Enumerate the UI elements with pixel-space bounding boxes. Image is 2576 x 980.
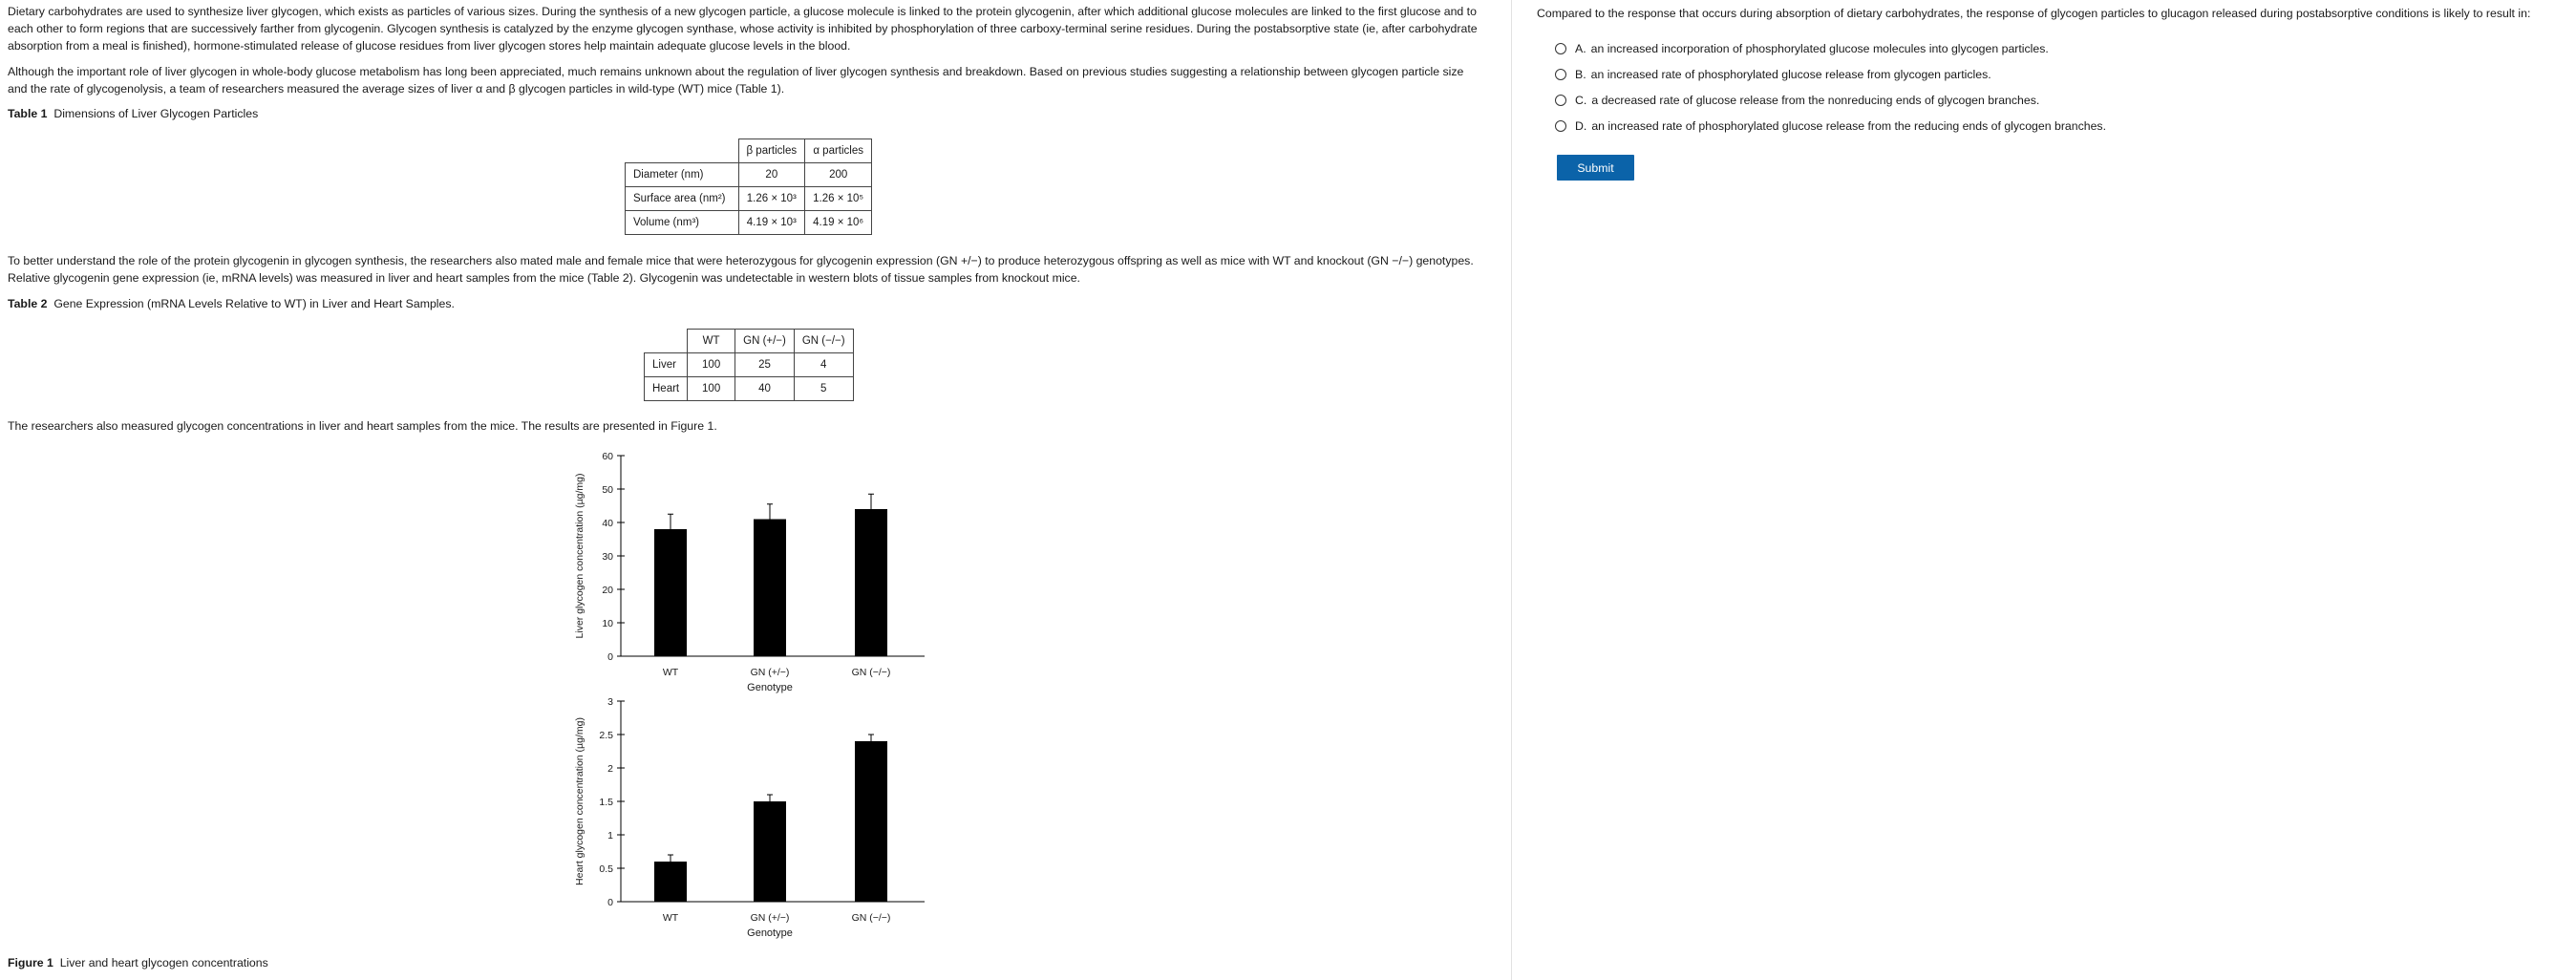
passage-paragraph-4: The researchers also measured glycogen concentrations in liver and heart samples from the mice. The results are presented in Figure 1.: [8, 419, 717, 433]
choice-text: an increased rate of phosphorylated glucose release from glycogen particles.: [1590, 68, 1991, 81]
figure1-title: Liver and heart glycogen concentrations: [59, 956, 268, 969]
table-corner: [626, 139, 739, 163]
table-cell: 100: [688, 377, 735, 401]
y-tick-label: 2: [607, 763, 613, 775]
y-tick-label: 40: [602, 518, 613, 529]
table-row: [626, 211, 872, 235]
radio-button-icon[interactable]: [1555, 69, 1566, 80]
table-cell: 100: [688, 353, 735, 377]
table-header: GN (−/−): [794, 330, 853, 353]
passage-paragraph-1: Dietary carbohydrates are used to synthesize liver glycogen, which exists as particles of various sizes. During the synthesis of a new glycogen particle, a glucose molecule is linked to the protein glycogenin, after which additional glucose molecules are linked to the first glucose and to each other to form regions that are successively farther from glycogenin. Glycogen synthesis is catalyzed by the enzyme glycogen synthase, whose activity is inhibited by phosphorylation of three carboxy-terminal serine residues. During the postabsorptive state (ie, after carbohydrate absorption from a meal is finished), hormone-stimulated release of glucose residues from liver glycogen stores help maintain adequate glucose levels in the blood.: [8, 5, 1478, 53]
table-header-row: [645, 330, 854, 353]
answer-choice-c[interactable]: [1555, 92, 2039, 109]
table-row-label: Heart: [645, 377, 688, 401]
x-axis-title: Genotype: [747, 927, 793, 939]
table2-title: Gene Expression (mRNA Levels Relative to WT) in Liver and Heart Samples.: [53, 297, 455, 310]
radio-button-icon[interactable]: [1555, 43, 1566, 54]
liver-glycogen-chart: [564, 444, 965, 697]
table-header: α particles: [805, 139, 872, 163]
table-cell: 20: [738, 163, 805, 187]
y-axis-title: Liver glycogen concentration (µg/mg): [574, 473, 585, 639]
table-header-row: [626, 139, 872, 163]
choice-text: a decreased rate of glucose release from the nonreducing ends of glycogen branches.: [1591, 94, 2040, 107]
radio-button-icon[interactable]: [1555, 95, 1566, 106]
passage-paragraph-3: To better understand the role of the protein glycogenin in glycogen synthesis, the researchers also mated male and female mice that were heterozygous for glycogenin expression (GN +/−) to produce heterozygous offspring as well as mice with WT and knockout (GN −/−) genotypes. Relative glycogenin gene expression (ie, mRNA levels) was measured in liver and heart samples from the mice (Table 2). Glycogenin was undetectable in western blots of tissue samples from knockout mice.: [8, 254, 1474, 285]
table-cell: 1.26 × 10⁵: [805, 187, 872, 211]
x-tick-label: GN (−/−): [851, 667, 891, 678]
y-axis-title: Heart glycogen concentration (µg/mg): [574, 717, 585, 885]
answer-choice-a[interactable]: [1555, 40, 2049, 57]
bar: [855, 509, 887, 656]
bar: [855, 741, 887, 902]
table-cell: 1.26 × 10³: [738, 187, 805, 211]
choice-text: an increased rate of phosphorylated glucose release from the reducing ends of glycogen branches.: [1591, 119, 2106, 133]
table-cell: 25: [735, 353, 795, 377]
y-tick-label: 10: [602, 618, 613, 629]
y-tick-label: 0: [607, 651, 613, 663]
table-row: [626, 187, 872, 211]
table2-caption: [8, 295, 455, 312]
y-tick-label: 1: [607, 830, 613, 842]
table2: [644, 329, 854, 401]
table-row-label: Liver: [645, 353, 688, 377]
table-cell: 4.19 × 10⁶: [805, 211, 872, 235]
choice-letter: A.: [1575, 42, 1586, 55]
y-tick-label: 60: [602, 451, 613, 462]
answer-choice-b[interactable]: [1555, 66, 1991, 83]
table1-caption: [8, 105, 258, 122]
y-tick-label: 30: [602, 551, 613, 563]
y-tick-label: 1.5: [599, 797, 613, 808]
radio-button-icon[interactable]: [1555, 120, 1566, 132]
submit-button[interactable]: Submit: [1557, 155, 1634, 181]
bar: [754, 801, 786, 902]
table-row-label: Volume (nm³): [626, 211, 739, 235]
y-tick-label: 3: [607, 696, 613, 708]
table-cell: 200: [805, 163, 872, 187]
x-tick-label: WT: [662, 912, 679, 924]
table-cell: 4: [794, 353, 853, 377]
heart-glycogen-chart: [564, 690, 965, 943]
answer-choice-d[interactable]: [1555, 117, 2106, 135]
table-row-label: Surface area (nm²): [626, 187, 739, 211]
x-tick-label: WT: [662, 667, 679, 678]
choice-letter: D.: [1575, 119, 1587, 133]
bar: [654, 862, 687, 902]
y-tick-label: 0: [607, 897, 613, 908]
table1-label: Table 1: [8, 107, 48, 120]
table-corner: [645, 330, 688, 353]
x-tick-label: GN (+/−): [750, 667, 790, 678]
y-tick-label: 50: [602, 484, 613, 496]
table-row-label: Diameter (nm): [626, 163, 739, 187]
table-header: β particles: [738, 139, 805, 163]
question-stem: Compared to the response that occurs during absorption of dietary carbohydrates, the response of glycogen particles to glucagon released during postabsorptive conditions is likely to result in:: [1537, 7, 2531, 20]
bar: [754, 520, 786, 657]
table-row: [645, 377, 854, 401]
y-tick-label: 2.5: [599, 730, 613, 741]
bar: [654, 529, 687, 656]
table-row: [626, 163, 872, 187]
table-cell: 40: [735, 377, 795, 401]
table-row: [645, 353, 854, 377]
figure1-label: Figure 1: [8, 956, 53, 969]
choice-text: an increased incorporation of phosphorylated glucose molecules into glycogen particles.: [1590, 42, 2049, 55]
table1: [625, 138, 872, 235]
choice-letter: C.: [1575, 94, 1587, 107]
y-tick-label: 0.5: [599, 863, 613, 875]
table-header: WT: [688, 330, 735, 353]
figure1-caption: [8, 954, 268, 971]
table-cell: 4.19 × 10³: [738, 211, 805, 235]
table2-label: Table 2: [8, 297, 48, 310]
table-cell: 5: [794, 377, 853, 401]
table1-title: Dimensions of Liver Glycogen Particles: [53, 107, 259, 120]
y-tick-label: 20: [602, 585, 613, 596]
passage-paragraph-2: Although the important role of liver glycogen in whole-body glucose metabolism has long been appreciated, much remains unknown about the regulation of liver glycogen synthesis and breakdown. Based on previous studies suggesting a relationship between glycogen particle size and the rate of glycogenolysis, a team of researchers measured the average sizes of liver α and β glycogen particles in wild-type (WT) mice (Table 1).: [8, 65, 1464, 96]
table-header: GN (+/−): [735, 330, 795, 353]
x-tick-label: GN (+/−): [750, 912, 790, 924]
x-tick-label: GN (−/−): [851, 912, 891, 924]
choice-letter: B.: [1575, 68, 1586, 81]
x-axis-title: Genotype: [747, 682, 793, 693]
